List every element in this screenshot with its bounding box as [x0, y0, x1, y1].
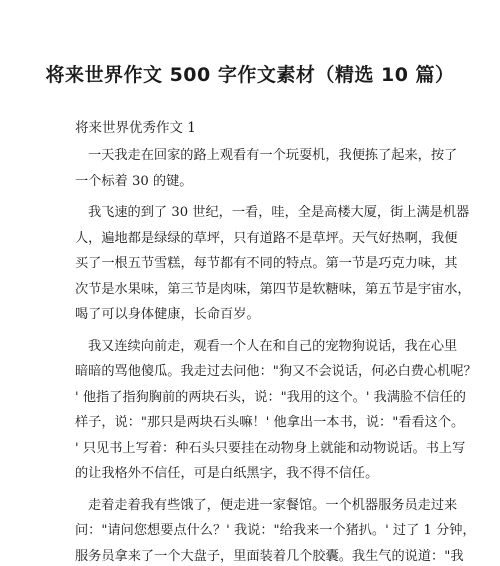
text-line: 我飞速的到了 30 世纪，一看，哇，全是高楼大厦，街上满是机器: [88, 205, 470, 220]
text-line: 暗暗的骂他傻瓜。我走过去问他："狗又不会说话，何必白费心机呢？: [75, 364, 477, 379]
text-line: 走着走着我有些饿了，便走进一家餐馆。一个机器服务员走过来: [88, 497, 458, 513]
document-body: [75, 143, 477, 566]
text-line: 人，遍地都是绿绿的草坪，只有道路不是草坪。天气好热啊，我便: [75, 230, 458, 246]
text-line: 次节是水果味，第三节是肉味，第四节是软糖味，第五节是宇宙水，: [75, 281, 471, 297]
text-line: 我又连续向前走，观看一个人在和自己的宠物狗说话，我在心里: [88, 338, 458, 354]
text-line: 服务员拿来了一个大盘子，里面装着几个胶囊。我生气的说道："我: [75, 548, 464, 564]
document-title: 将来世界作文 500 字作文素材（精选 10 篇）: [45, 64, 455, 86]
essay-subtitle: 将来世界优秀作文 1: [75, 120, 196, 136]
text-line: 买了一根五节雪糕，每节都有不同的特点。第一节是巧克力味，其: [75, 256, 458, 271]
paragraph: [75, 200, 471, 328]
text-line: 喝了可以身体健康，长命百岁。: [75, 307, 260, 322]
text-line: 的让我格外不信任，可是白纸黑字，我不得不信任。: [75, 466, 379, 481]
paragraph: [75, 334, 477, 487]
paragraph: [75, 493, 476, 566]
text-line: 一个标着 30 的键。: [75, 173, 193, 189]
text-line: 问："请问您想要点什么？' 我说："给我来一个猪扒。' 过了 1 分钟，: [75, 523, 476, 538]
text-line: 样子，说："那只是两块石头嘛！' 他拿出一本书，说："看看这个。: [75, 415, 465, 430]
paragraph: [75, 143, 458, 194]
text-line: ' 他指了指狗胸前的两块石头，说："我用的这个。' 我满脸不信任的: [75, 389, 466, 405]
text-line: 一天我走在回家的路上观看有一个玩耍机，我便拣了起来，按了: [88, 148, 458, 163]
text-line: ' 只见书上写着：种石头只要挂在动物身上就能和动物说话。书上写: [75, 440, 466, 456]
